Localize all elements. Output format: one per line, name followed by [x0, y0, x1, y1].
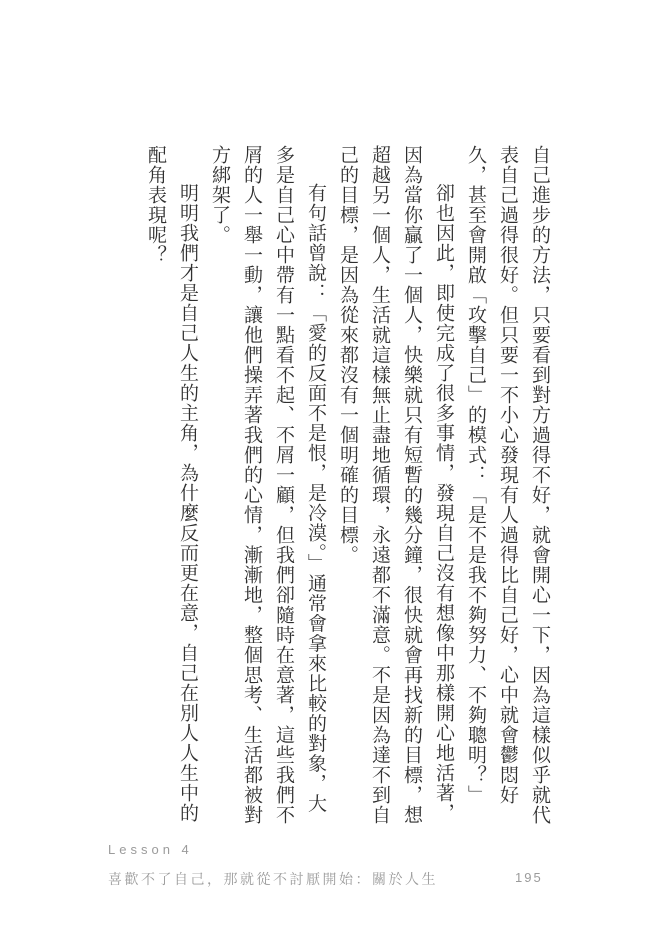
paragraph-2: 卻也因此，即使完成了很多事情，發現自己沒有想像中那樣開心地活著，因為當你贏了一個人，快樂就只有短暫的幾分鐘，很快就會再找新的目標，想超越另一個人，生活就這樣無止盡地循環，永遠都不滿意。不是因為達不到自己的目標，是因為從來都沒有一個明確的目標。 — [337, 145, 454, 825]
paragraph-3: 有句話曾說：「愛的反面不是恨，是冷漠。」通常會拿來比較的對象，大多是自己心中帶有一點看不起、不屑一顧，但我們卻隨時在意著，這些我們不屑的人一舉一動，讓他們操弄著我們的心情，漸漸地，整個思考、生活都被對方綁架了。 — [209, 145, 326, 825]
chapter-title: 喜歡不了自己，那就從不討厭開始：關於人生 — [108, 871, 438, 887]
paragraph-1: 自己進步的方法，只要看到對方過得不好，就會開心一下，因為這樣似乎就代表自己過得很好。但只要一不小心發現有人過得比自己好，心中就會鬱悶好久，甚至會開啟「攻擊自己」的模式：「是不是我不夠努力、不夠聰明？」 — [465, 145, 550, 825]
lesson-label: Lesson 4 — [108, 842, 193, 857]
page-number: 195 — [515, 870, 543, 885]
paragraph-4: 明明我們才是自己人生的主角，為什麼反而更在意，自己在別人人生中的配角表現呢？ — [145, 145, 198, 823]
body-text-block — [139, 145, 555, 825]
